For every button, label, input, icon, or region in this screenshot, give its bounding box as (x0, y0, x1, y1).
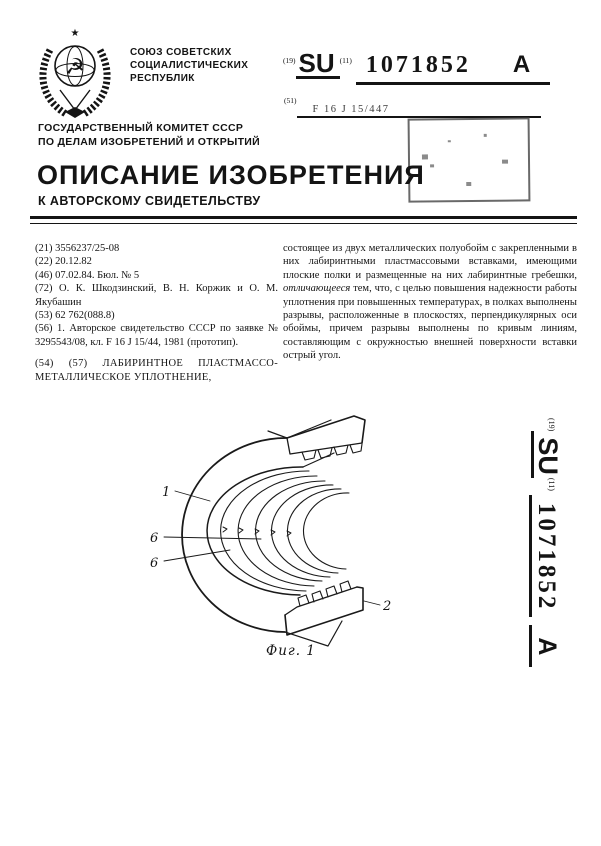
biblio-value: 3556237/25-08 (55, 243, 120, 254)
biblio-line (35, 255, 278, 268)
union-line: СОЮЗ СОВЕТСКИХ (130, 47, 232, 58)
claim-paragraph (283, 242, 577, 363)
biblio-line (35, 309, 278, 322)
biblio-line (35, 282, 278, 309)
document-number: 1071852 (529, 495, 559, 618)
inid-code: (46) (35, 269, 53, 281)
inid-code: (22) (35, 256, 53, 268)
inid-code-19: (19) (547, 418, 556, 432)
star-icon: ★ (70, 28, 80, 39)
bibliographic-column (35, 242, 278, 384)
figure-ref-6b: 6 (150, 556, 159, 571)
union-line: СОЦИАЛИСТИЧЕСКИХ (130, 60, 249, 71)
claim-column (283, 242, 577, 363)
inid-code: (21) (35, 243, 53, 254)
union-line: РЕСПУБЛИК (130, 73, 195, 84)
biblio-value: 20.12.82 (55, 256, 92, 268)
document-subtitle: К АВТОРСКОМУ СВИДЕТЕЛЬСТВУ (38, 194, 261, 208)
inid-code-11: (11) (339, 56, 352, 65)
ipc-value: F 16 J 15/447 (297, 104, 541, 118)
publication-number (283, 50, 550, 85)
committee-line: ПО ДЕЛАМ ИЗОБРЕТЕНИЙ И ОТКРЫТИЙ (38, 136, 260, 148)
figure-ref-1: 1 (162, 485, 171, 500)
sidebar-patent-number (529, 418, 561, 667)
inid-code: (54) (57) (35, 358, 88, 370)
biblio-value: 1. Авторское свидетельство СССР по заявке № 3295543/08, кл. F 16 J 15/44, 1981 (прототип). (35, 323, 278, 348)
invention-title-text: ЛАБИРИНТНОЕ ПЛАСТМАССО-МЕТАЛЛИЧЕСКОЕ УПЛОТНЕНИЕ, (35, 358, 278, 383)
biblio-line (35, 322, 278, 349)
document-title: ОПИСАНИЕ ИЗОБРЕТЕНИЯ (37, 160, 425, 190)
kind-code: A (512, 51, 531, 78)
figure-ref-2: 2 (383, 599, 392, 614)
invention-title (35, 357, 278, 384)
inid-code: (72) (35, 283, 53, 295)
hammer-sickle-icon: ☭ (65, 54, 85, 79)
union-name (130, 46, 248, 85)
committee-line: ГОСУДАРСТВЕННЫЙ КОМИТЕТ СССР (38, 122, 244, 134)
ipc-classification (284, 96, 541, 118)
ussr-emblem-icon (36, 24, 114, 120)
inid-code: (53) (35, 310, 53, 322)
inid-code-51: (51) (284, 96, 297, 105)
figure-caption: Фиг. 1 (266, 643, 316, 659)
stamp-box (408, 117, 531, 202)
biblio-line (35, 242, 278, 255)
biblio-value: 07.02.84. Бюл. № 5 (55, 269, 140, 281)
committee-name (38, 121, 260, 149)
country-code: SU (296, 50, 340, 79)
biblio-value: 62 762(088.8) (55, 310, 115, 322)
claim-text: состоящее из двух металлических полуобойм с закрепленными в них лабиринтными пластмассовыми вставками, имеющими плоские полки и размещенные на них лабиринтные гребешки, (283, 243, 577, 281)
inid-code-19: (19) (283, 56, 296, 65)
biblio-line (35, 269, 278, 282)
claim-emphasis: отличающееся (283, 283, 351, 295)
country-code: SU (531, 431, 561, 478)
figure-ref-6a: 6 (150, 531, 159, 546)
inid-code-11: (11) (547, 477, 556, 491)
header-divider (30, 216, 577, 224)
number-underline (356, 53, 550, 85)
document-number: 1071852 (365, 52, 471, 78)
biblio-value: О. К. Шкодзинский, В. Н. Коржик и О. М. Якубашин (35, 283, 278, 308)
inid-code: (56) (35, 323, 53, 335)
claim-text: тем, что, с целью повышения надежности работы уплотнения при повышенных температурах, в полках выполнены разрывы, расположенные в плоскостях, перпендикулярных оси обоймы, причем разрывы выполнены по кривым линиям, составляющим с окружностью внешней поверхности вставки острый угол. (283, 283, 577, 362)
figure-1-drawing (118, 408, 462, 660)
kind-code: A (529, 625, 559, 667)
